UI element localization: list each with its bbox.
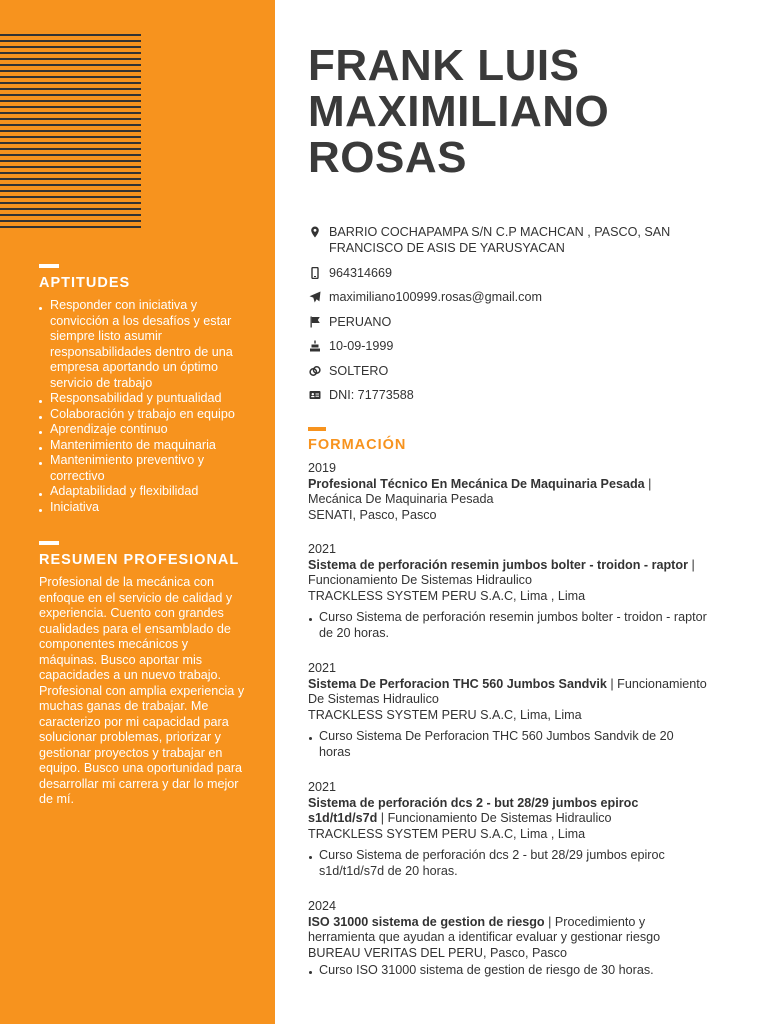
resumen-section [39, 541, 249, 808]
entry-institution: BUREAU VERITAS DEL PERU, Pasco, Pasco [308, 945, 567, 960]
list-item: Adaptabilidad y flexibilidad [39, 484, 251, 500]
send-icon [308, 290, 321, 304]
entry-description: Curso Sistema de perforación dcs 2 - but 28/29 jumbos epiroc s1d/t1d/s7d de 20 horas. [308, 848, 708, 879]
entry-title: Profesional Técnico En Mecánica De Maquinaria Pesada [308, 476, 645, 491]
list-item: Iniciativa [39, 500, 251, 516]
id-card-icon [308, 388, 321, 402]
formacion-section [308, 427, 728, 454]
list-item: Mantenimiento preventivo y correctivo [39, 453, 251, 484]
entry-title: Sistema de perforación dcs 2 - but 28/29 jumbos epiroc s1d/t1d/s7d [308, 795, 639, 825]
name-line: FRANK LUIS [308, 41, 580, 90]
aptitudes-list [39, 298, 251, 515]
entry-title: Sistema De Perforacion THC 560 Jumbos Sandvik [308, 676, 607, 691]
entry-subtitle: Funcionamiento De Sistemas Hidraulico [308, 573, 532, 587]
accent-bar [39, 264, 59, 268]
formation-entry: 2021 Sistema de perforación resemin jumbos bolter - troidon - raptor | Funcionamiento De Sistemas Hidraulico TRACKLESS SYSTEM PERU S.A.C, Lima , Lima Curso Sistema de perforación resemin jumbos bolter - troidon - raptor de 20 horas. [308, 542, 707, 640]
sidebar [0, 0, 275, 1024]
entry-subtitle: Procedimiento y herramienta que ayudan a identificar evaluar y gestionar riesgo [308, 914, 661, 944]
resumen-heading: RESUMEN PROFESIONAL [39, 552, 240, 568]
contact-text: PERUANO [329, 314, 392, 329]
entry-year: 2021 [308, 542, 337, 556]
entry-title: ISO 31000 sistema de gestion de riesgo [308, 914, 545, 929]
contact-birthdate [308, 338, 728, 354]
rings-icon [308, 364, 321, 378]
entry-subtitle: Funcionamiento De Sistemas Hidraulico [387, 811, 612, 825]
formation-entry: 2019 Profesional Técnico En Mecánica De Maquinaria Pesada | Mecánica De Maquinaria Pesada SENATI, Pasco, Pasco [308, 461, 708, 523]
resumen-text: Profesional de la mecánica con enfoque en el servicio de calidad y experiencia. Cuento con grandes cualidades para el ensamblado de componentes mecánicos y máquinas. Busco aportar mis capacidades a un nuevo trabajo. Profesional con amplia experiencia y muchas ganas de trabajar. Me caracterizo por mi capacidad para solucionar problemas, priorizar y gestionar proyectos y trabajar en equipo. Busco una oportunidad para desarrollar mi carrera y dar lo mejor de mí. [39, 575, 245, 806]
phone-icon [308, 266, 321, 280]
entry-description: Curso ISO 31000 sistema de gestion de riesgo de 30 horas. [308, 963, 708, 979]
entry-title: Sistema de perforación resemin jumbos bolter - troidon - raptor [308, 557, 688, 572]
aptitudes-heading: APTITUDES [39, 275, 131, 291]
contact-civil-status [308, 363, 728, 379]
contact-text: 10-09-1999 [329, 339, 394, 353]
entry-subtitle: Funcionamiento De Sistemas Hidraulico [308, 676, 707, 706]
list-item: Responsabilidad y puntualidad [39, 391, 251, 407]
entry-description: Curso Sistema De Perforacion THC 560 Jumbos Sandvik de 20 horas [308, 729, 708, 760]
entry-institution: TRACKLESS SYSTEM PERU S.A.C, Lima, Lima [308, 707, 582, 722]
flag-icon [308, 315, 321, 329]
entry-institution: TRACKLESS SYSTEM PERU S.A.C, Lima , Lima [308, 826, 586, 841]
contact-phone [308, 265, 728, 281]
contact-email [308, 289, 728, 305]
cake-icon [308, 339, 321, 353]
entry-subtitle: Mecánica De Maquinaria Pesada [308, 492, 494, 506]
full-name [308, 43, 728, 181]
contact-dni [308, 387, 728, 403]
list-item: Responder con iniciativa y convicción a los desafíos y estar siempre listo asumir responsabilidades dentro de una empresa aportando un óptimo servicio de trabajo [39, 298, 251, 391]
entry-institution: TRACKLESS SYSTEM PERU S.A.C, Lima , Lima [308, 588, 586, 603]
contact-text: DNI: 71773588 [329, 388, 414, 402]
formacion-heading: FORMACIÓN [308, 437, 407, 453]
entry-description: Curso Sistema de perforación resemin jumbos bolter - troidon - raptor de 20 horas. [308, 610, 708, 641]
entry-institution: SENATI, Pasco, Pasco [308, 507, 437, 522]
list-item: Colaboración y trabajo en equipo [39, 407, 251, 423]
aptitudes-section [39, 264, 251, 515]
list-item: Aprendizaje continuo [39, 422, 251, 438]
decorative-stripes [0, 34, 141, 229]
contact-text: 964314669 [329, 265, 393, 280]
contact-text: SOLTERO [329, 363, 389, 378]
contact-text: maximiliano100999.rosas@gmail.com [329, 290, 542, 304]
entry-year: 2021 [308, 661, 337, 675]
contact-nationality [308, 314, 728, 330]
entry-year: 2024 [308, 899, 337, 913]
formation-entry: 2021 Sistema De Perforacion THC 560 Jumbos Sandvik | Funcionamiento De Sistemas Hidraulico TRACKLESS SYSTEM PERU S.A.C, Lima, Lima Curso Sistema De Perforacion THC 560 Jumbos Sandvik de 20 horas [308, 661, 707, 759]
name-line: ROSAS [308, 133, 467, 182]
contact-list [308, 224, 728, 412]
accent-bar [39, 541, 59, 545]
list-item: Mantenimiento de maquinaria [39, 438, 251, 454]
accent-bar [308, 427, 326, 431]
location-pin-icon [308, 225, 321, 239]
name-line: MAXIMILIANO [308, 87, 610, 136]
formation-entry: 2024 ISO 31000 sistema de gestion de riesgo | Procedimiento y herramienta que ayudan a identificar evaluar y gestionar riesgo BUREAU VERITAS DEL PERU, Pasco, Pasco Curso ISO 31000 sistema de gestion de riesgo de 30 horas. [308, 899, 708, 979]
entry-year: 2021 [308, 780, 337, 794]
contact-address [308, 224, 728, 256]
entry-year: 2019 [308, 461, 337, 475]
contact-text: BARRIO COCHAPAMPA S/N C.P MACHCAN , PASCO, SAN FRANCISCO DE ASIS DE YARUSYACAN [329, 225, 671, 255]
formation-entry: 2021 Sistema de perforación dcs 2 - but 28/29 jumbos epiroc s1d/t1d/s7d | Funcionamiento De Sistemas Hidraulico TRACKLESS SYSTEM PERU S.A.C, Lima , Lima Curso Sistema de perforación dcs 2 - but 28/29 jumbos epiroc s1d/t1d/s7d de 20 horas. [308, 780, 708, 879]
